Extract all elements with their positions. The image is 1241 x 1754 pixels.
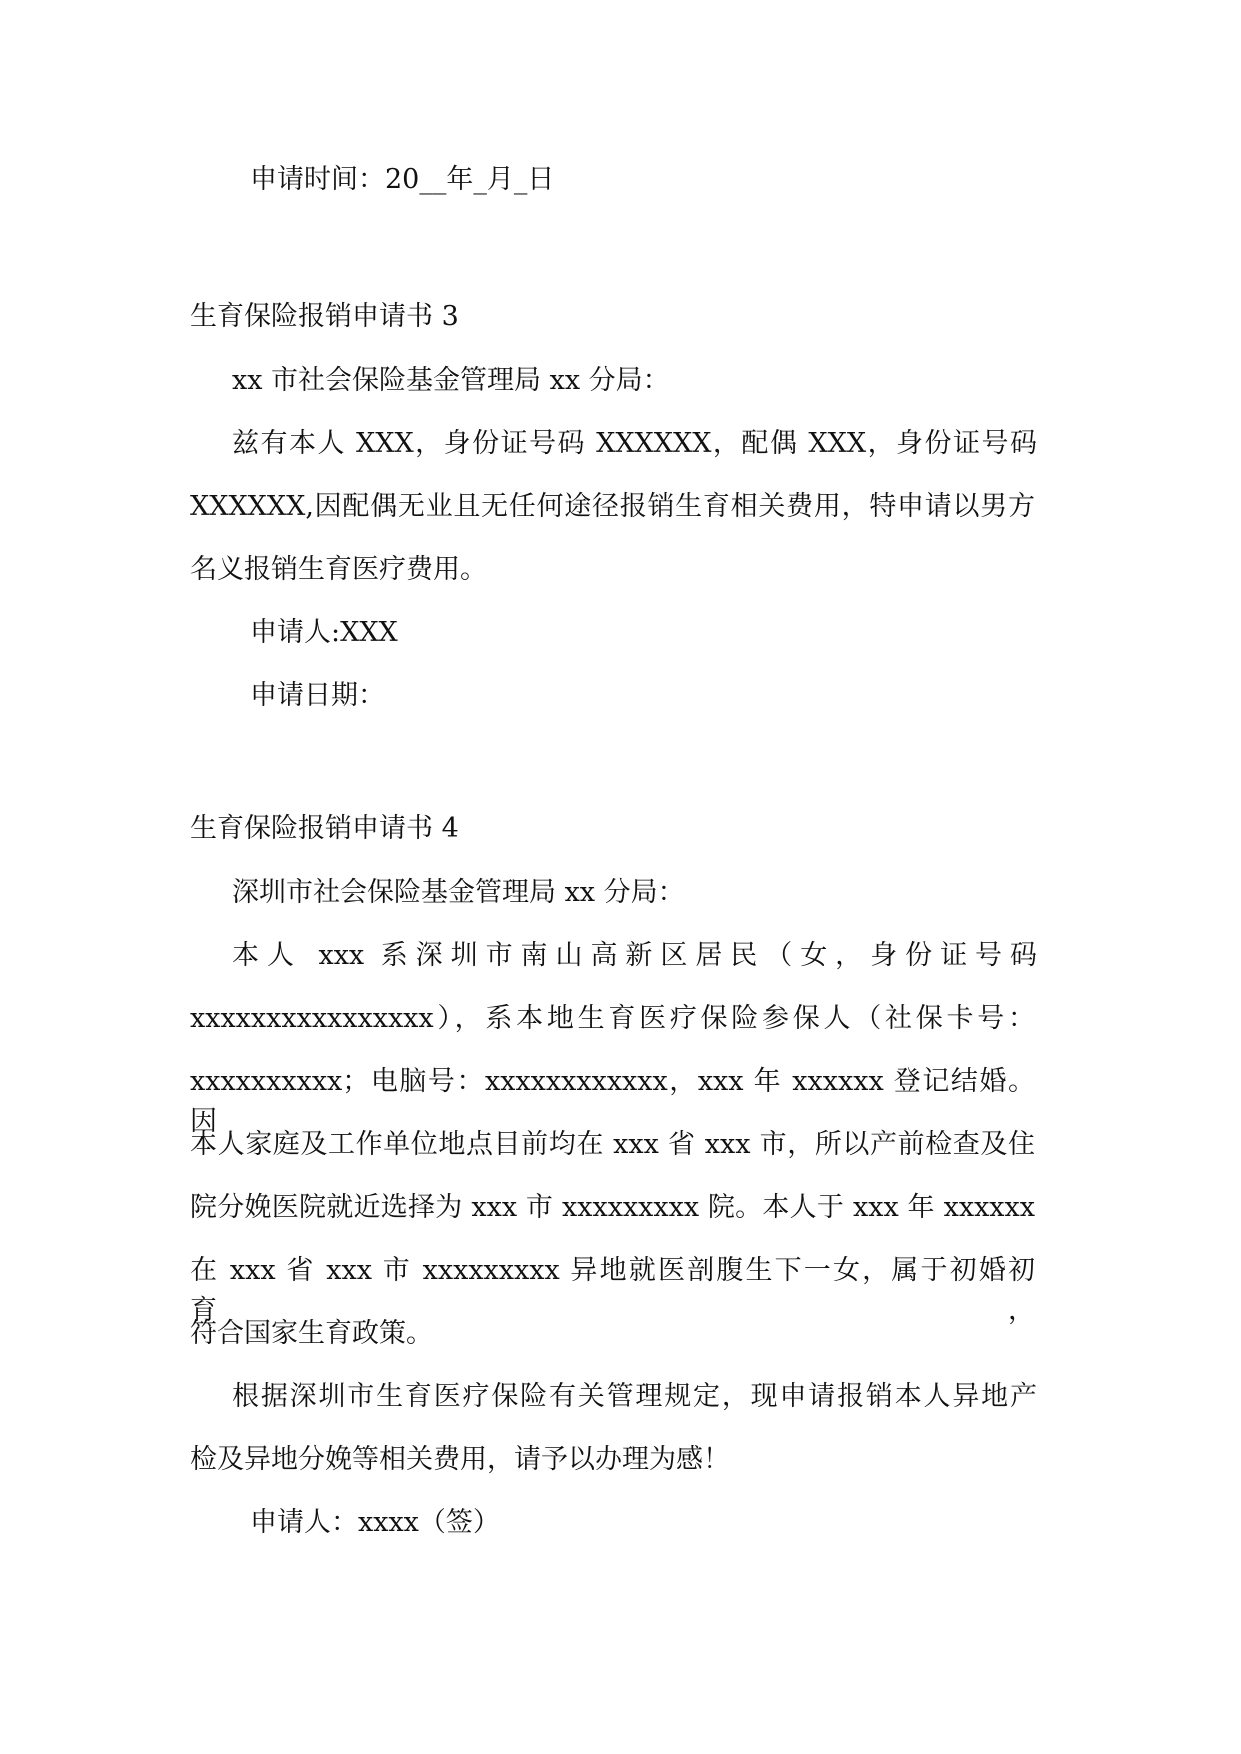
section4-request-line: 检及异地分娩等相关费用，请予以办理为感！ bbox=[190, 1444, 730, 1475]
section4-body-line: xxxxxxxxxx；电脑号：xxxxxxxxxxxx，xxx 年 xxxxxx 登记结婚。因 bbox=[190, 1066, 1035, 1137]
section4-title: 生育保险报销申请书 4 bbox=[190, 813, 459, 844]
section3-salutation: xx 市社会保险基金管理局 xx 分局： bbox=[232, 365, 670, 396]
section4-applicant: 申请人：xxxx（签） bbox=[250, 1507, 500, 1538]
section3-body-line: 名义报销生育医疗费用。 bbox=[190, 554, 487, 585]
section3-body-line: 兹有本人 XXX，身份证号码 XXXXXX，配偶 XXX，身份证号码 bbox=[232, 428, 1037, 459]
section4-request-line: 根据深圳市生育医疗保险有关管理规定，现申请报销本人异地产 bbox=[232, 1381, 1037, 1412]
section4-body-line: 符合国家生育政策。 bbox=[190, 1318, 433, 1349]
section4-body-line: 本人家庭及工作单位地点目前均在 xxx 省 xxx 市，所以产前检查及住 bbox=[190, 1129, 1035, 1160]
section4-salutation: 深圳市社会保险基金管理局 xx 分局： bbox=[232, 877, 685, 908]
section3-body-line: XXXXXX,因配偶无业且无任何途径报销生育相关费用，特申请以男方 bbox=[190, 491, 1035, 522]
section3-apply-date: 申请日期： bbox=[250, 680, 385, 711]
section4-body-line: 在 xxx 省 xxx 市 xxxxxxxxx 异地就医剖腹生下一女，属于初婚初育， bbox=[190, 1255, 1035, 1326]
section4-body-line: xxxxxxxxxxxxxxxx），系本地生育医疗保险参保人（社保卡号： bbox=[190, 1003, 1035, 1034]
section3-title: 生育保险报销申请书 3 bbox=[190, 301, 459, 332]
section4-body-line: 本人 xxx 系深圳市南山高新区居民（女，身份证号码 bbox=[232, 940, 1037, 971]
section3-applicant: 申请人:XXX bbox=[250, 617, 398, 648]
section4-body-line: 院分娩医院就近选择为 xxx 市 xxxxxxxxx 院。本人于 xxx 年 xxxxxx bbox=[190, 1192, 1035, 1223]
apply-time: 申请时间：20__年_月_日 bbox=[250, 164, 555, 195]
